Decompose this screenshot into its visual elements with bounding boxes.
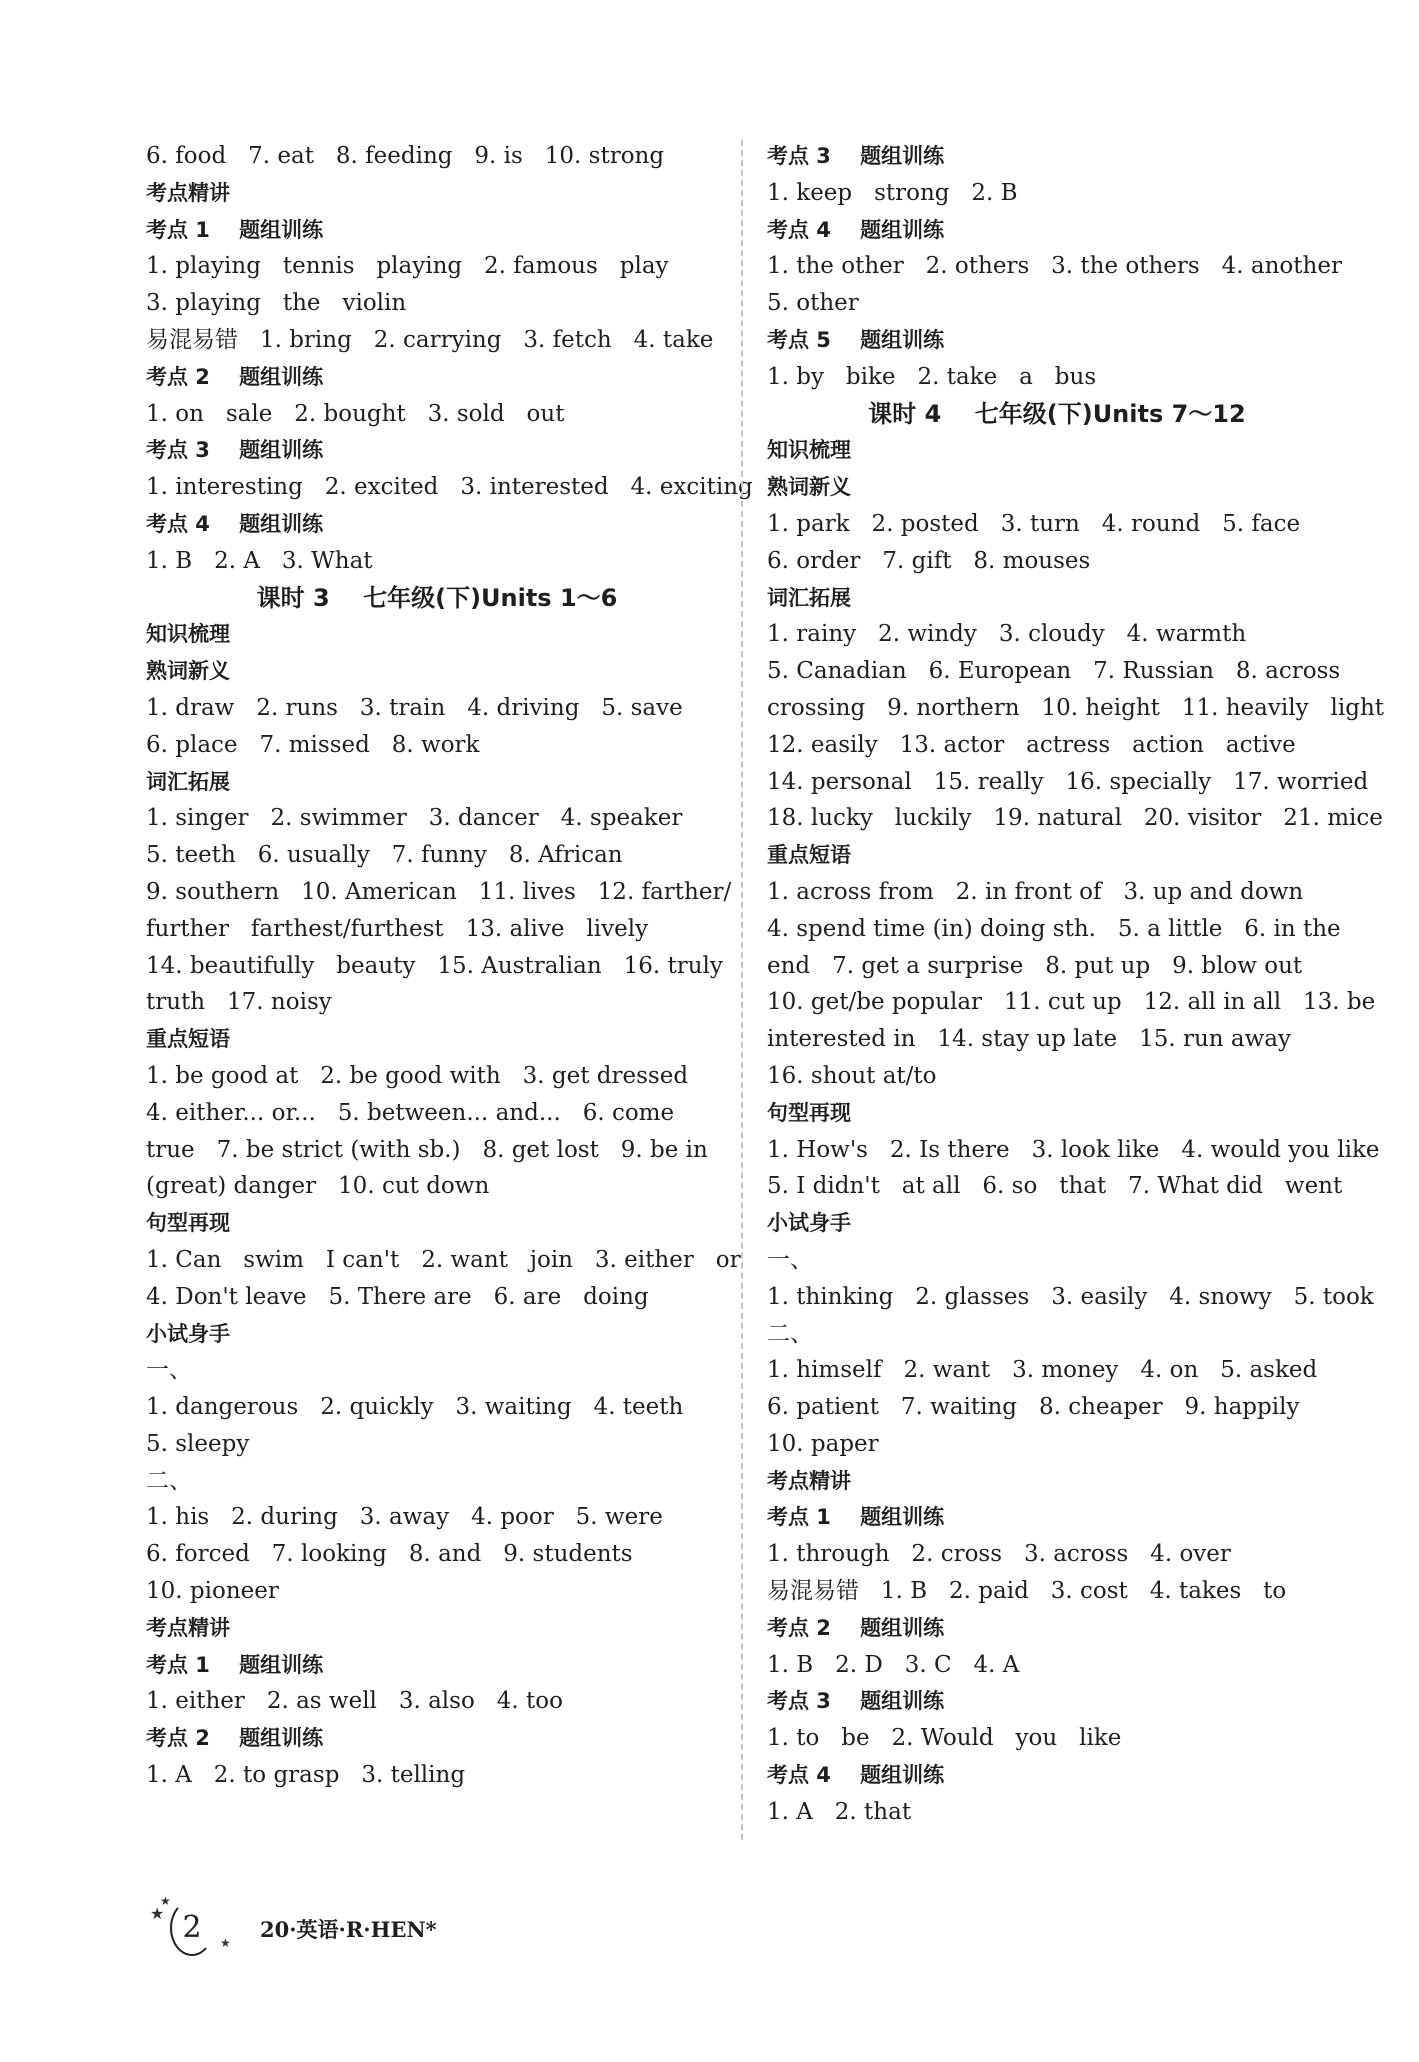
answer-line: 4. spend time (in) doing sth. 5. a little 6. in the [767,915,1341,942]
section-heading: 考点 4 题组训练 [146,511,324,536]
answer-line: 1. playing tennis playing 2. famous play [146,253,669,280]
section-heading: 句型再现 [146,1211,230,1236]
section-heading: 小试身手 [767,1211,851,1236]
answer-line: (great) danger 10. cut down [146,1173,490,1200]
star-icon: ★ [220,1936,231,1950]
answer-line: 4. Don't leave 5. There are 6. are doing [146,1283,649,1310]
answer-line: 1. A 2. that [767,1798,912,1825]
section-heading: 考点精讲 [767,1468,851,1493]
answer-line: true 7. be strict (with sb.) 8. get lost 9. be in [146,1136,708,1163]
answer-line: 1. How's 2. Is there 3. look like 4. would you like [767,1136,1380,1163]
answer-line: 1. A 2. to grasp 3. telling [146,1762,466,1789]
section-heading: 考点 3 题组训练 [767,1689,945,1714]
section-heading: 考点 5 题组训练 [767,327,945,352]
answer-line: end 7. get a surprise 8. put up 9. blow out [767,952,1303,979]
answer-line: 6. place 7. missed 8. work [146,731,480,758]
answer-line: 一、 [146,1357,192,1384]
answer-line: 6. forced 7. looking 8. and 9. students [146,1541,633,1568]
answer-line: 1. B 2. A 3. What [146,547,373,574]
answer-line: 1. Can swim I can't 2. want join 3. either or [146,1246,741,1273]
answer-line: 9. southern 10. American 11. lives 12. farther/ [146,878,732,905]
section-heading: 熟词新义 [146,659,230,684]
section-heading: 知识梳理 [767,438,851,463]
answer-line: 二、 [146,1467,192,1494]
answer-line: 1. park 2. posted 3. turn 4. round 5. face [767,510,1301,537]
right-column [767,138,1385,1831]
answer-line: 1. singer 2. swimmer 3. dancer 4. speaker [146,805,683,832]
book-code: 20·英语·R·HEN* [260,1917,437,1942]
section-heading: 考点 3 题组训练 [767,144,945,168]
section-heading: 考点精讲 [146,1615,230,1640]
section-heading: 考点 4 题组训练 [767,217,945,242]
section-heading: 考点 3 题组训练 [146,438,324,463]
answer-line: 1. through 2. cross 3. across 4. over [767,1541,1231,1568]
answer-line: truth 17. noisy [146,989,332,1016]
section-heading: 考点 2 题组训练 [146,364,324,389]
answer-line: 10. paper [767,1430,879,1457]
answer-line: crossing 9. northern 10. height 11. heavily light [767,694,1385,721]
section-heading: 词汇拓展 [767,585,851,610]
answer-line: 1. his 2. during 3. away 4. poor 5. were [146,1504,663,1531]
answer-line: 1. interesting 2. excited 3. interested 4. exciting [146,474,753,501]
answer-line: 一、 [767,1246,813,1273]
section-heading: 知识梳理 [146,622,230,647]
section-heading: 考点 1 题组训练 [767,1505,945,1530]
answer-line: 14. personal 15. really 16. specially 17. worried [767,768,1369,795]
answer-line: 5. sleepy [146,1430,250,1457]
answer-line: 10. get/be popular 11. cut up 12. all in all 13. be [767,989,1376,1016]
answer-line: 3. playing the violin [146,290,407,317]
section-heading: 重点短语 [146,1027,230,1052]
section-heading: 考点 2 题组训练 [767,1615,945,1640]
answer-line: 6. patient 7. waiting 8. cheaper 9. happily [767,1394,1300,1421]
answer-line: 易混易错 1. B 2. paid 3. cost 4. takes to [767,1578,1287,1605]
answer-line: 1. by bike 2. take a bus [767,363,1097,390]
answer-line: 16. shout at/to [767,1062,937,1089]
answer-line: 1. B 2. D 3. C 4. A [767,1651,1020,1678]
answer-line: 4. either... or... 5. between... and... 6. come [146,1099,675,1126]
lesson-title: 课时 4 七年级(下)Units 7～12 [868,399,1246,428]
answer-line: 18. lucky luckily 19. natural 20. visitor 21. mice [767,805,1383,832]
lesson-title: 课时 3 七年级(下)Units 1～6 [256,583,618,612]
page-number: 2 [170,1900,214,1956]
answer-line: 1. draw 2. runs 3. train 4. driving 5. save [146,694,683,721]
answer-line: 12. easily 13. actor actress action active [767,731,1296,758]
answer-line: 1. rainy 2. windy 3. cloudy 4. warmth [767,621,1247,648]
section-heading: 考点精讲 [146,180,230,205]
section-heading: 小试身手 [146,1321,230,1346]
answer-line: 5. Canadian 6. European 7. Russian 8. across [767,658,1341,685]
answer-line: 1. across from 2. in front of 3. up and down [767,878,1304,905]
answer-line: 1. the other 2. others 3. the others 4. another [767,253,1342,280]
section-heading: 考点 4 题组训练 [767,1763,945,1788]
star-icon: ★ [160,1894,171,1908]
answer-line: 1. dangerous 2. quickly 3. waiting 4. teeth [146,1394,684,1421]
answer-line: 1. be good at 2. be good with 3. get dressed [146,1062,689,1089]
section-heading: 考点 1 题组训练 [146,1652,324,1677]
left-column [146,138,753,1794]
section-heading: 熟词新义 [767,475,851,500]
section-heading: 考点 2 题组训练 [146,1726,324,1751]
answer-line: 5. I didn't at all 6. so that 7. What did went [767,1173,1343,1200]
answer-line: 1. himself 2. want 3. money 4. on 5. asked [767,1357,1318,1384]
star-icon: ★ [150,1904,165,1923]
answer-line: further farthest/furthest 13. alive lively [146,915,649,942]
answer-line: 5. other [767,290,859,317]
section-heading: 考点 1 题组训练 [146,217,324,242]
answer-line: 1. thinking 2. glasses 3. easily 4. snowy 5. took [767,1283,1374,1310]
answer-line: 1. on sale 2. bought 3. sold out [146,400,565,427]
section-heading: 重点短语 [767,843,851,868]
answer-line: 1. either 2. as well 3. also 4. too [146,1688,563,1715]
section-heading: 句型再现 [767,1100,851,1125]
column-divider [741,140,743,1840]
answer-line: 6. order 7. gift 8. mouses [767,547,1091,574]
answer-line: 5. teeth 6. usually 7. funny 8. African [146,842,623,869]
answer-line: 10. pioneer [146,1578,279,1605]
answer-line: interested in 14. stay up late 15. run away [767,1026,1292,1053]
answer-line: 6. food 7. eat 8. feeding 9. is 10. strong [146,143,665,169]
answer-line: 易混易错 1. bring 2. carrying 3. fetch 4. take [146,326,714,353]
answer-line: 1. keep strong 2. B [767,179,1018,206]
section-heading: 词汇拓展 [146,769,230,794]
answer-line: 二、 [767,1320,813,1347]
answer-line: 14. beautifully beauty 15. Australian 16. truly [146,952,723,979]
answer-line: 1. to be 2. Would you like [767,1725,1122,1752]
